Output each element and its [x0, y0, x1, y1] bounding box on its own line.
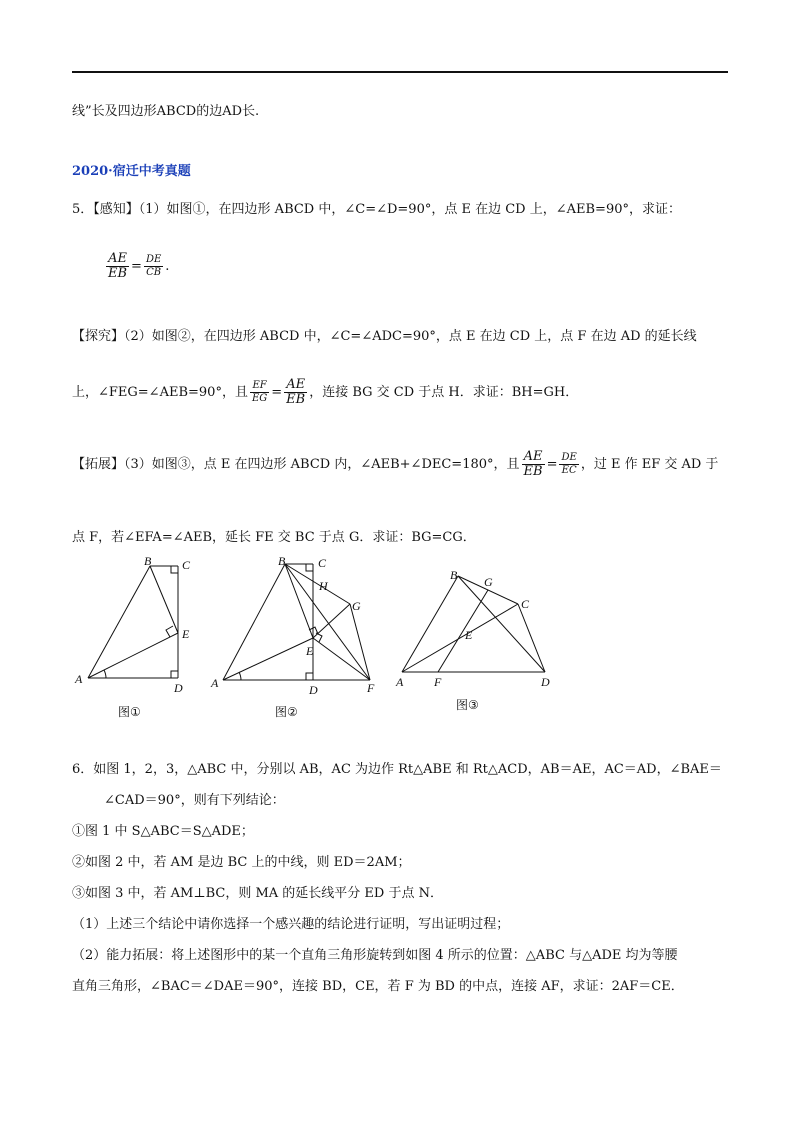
fig1-label-d: D — [174, 681, 183, 695]
fraction-ae-eb-3: $\frac{AE}{EB}$ — [523, 449, 543, 479]
fig3-label-f: F — [434, 675, 442, 689]
fig2-label-b: B — [278, 554, 286, 568]
fig2-label-e: E — [306, 644, 314, 658]
fig2-label-f: F — [367, 681, 375, 695]
q5-line-3: 上，∠FEG=∠AEB=90°，且 $\frac{EF}{EG}$ = $\frac{AE}{EB}$ ，连接 BG 交 CD 于点 H．求证：BH=GH． — [72, 377, 579, 407]
fig2-label-d: D — [309, 683, 318, 697]
fig3-label-e: E — [465, 628, 473, 642]
continued-text: 线”长及四边形ABCD的边AD长. — [72, 104, 260, 119]
q5-line-1: 5．【感知】（1）如图①，在四边形 ABCD 中，∠C=∠D=90°，点 E 在边 CD 上，∠AEB=90°，求证： — [72, 202, 681, 217]
fraction-de-ec: $\frac{DE}{EC}$ — [561, 452, 577, 476]
fig1-label-b: B — [144, 554, 152, 568]
q6-line-3: ①图 1 中 S△ABC＝S△ADE； — [72, 824, 254, 839]
q6-line-1: 6．如图 1，2，3，△ABC 中，分别以 AB，AC 为边作 Rt△ABE 和 Rt△ACD，AB＝AE，AC＝AD，∠BAE＝ — [72, 762, 722, 777]
figure-1 — [70, 552, 210, 724]
header-rule — [72, 71, 728, 73]
fraction-de-cb: $\frac{DE}{CB}$ — [145, 254, 162, 278]
fig1-label-e: E — [182, 627, 190, 641]
q6-line-6: （1）上述三个结论中请你选择一个感兴趣的结论进行证明，写出证明过程； — [72, 917, 510, 932]
fig3-label-a: A — [396, 675, 404, 689]
q6-line-7: （2）能力拓展：将上述图形中的某一个直角三角形旋转到如图 4 所示的位置：△ABC 与△ADE 均为等腰 — [72, 948, 678, 963]
fig3-label-d: D — [541, 675, 550, 689]
figure-3 — [390, 562, 570, 724]
fig3-caption: 图③ — [456, 698, 479, 712]
fig2-label-g: G — [352, 599, 361, 613]
q6-line-8: 直角三角形，∠BAC＝∠DAE＝90°，连接 BD，CE，若 F 为 BD 的中点，连接 AF，求证：2AF＝CE． — [72, 979, 684, 994]
fig3-label-c: C — [521, 597, 530, 611]
fraction-ae-eb: $\frac{AE}{EB}$ — [108, 251, 128, 281]
fig2-label-a: A — [211, 676, 219, 690]
fig1-caption: 图① — [118, 705, 141, 719]
fig2-label-h: H — [319, 579, 328, 593]
q5-fraction-line: $\frac{AE}{EB}$ = $\frac{DE}{CB}$ . — [108, 251, 170, 281]
fig1-label-a: A — [75, 672, 83, 686]
q5-line-4: 【拓展】（3）如图③，点 E 在四边形 ABCD 内，∠AEB+∠DEC=180°，且 $\frac{AE}{EB}$ = $\frac{DE}{EC}$ ，过 E 作 EF 交 AD 于 — [72, 449, 719, 479]
fraction-ae-eb-2: $\frac{AE}{EB}$ — [286, 377, 306, 407]
fig3-label-g: G — [484, 575, 493, 589]
q5-line-5: 点 F，若∠EFA=∠AEB，延长 FE 交 BC 于点 G．求证：BG=CG． — [72, 530, 476, 545]
fig2-label-c: C — [318, 556, 327, 570]
q6-line-2: ∠CAD＝90°，则有下列结论： — [104, 793, 285, 808]
fig2-caption: 图② — [275, 705, 298, 719]
fraction-ef-eg: $\frac{EF}{EG}$ — [251, 380, 268, 404]
q5-line-2: 【探究】（2）如图②，在四边形 ABCD 中，∠C=∠ADC=90°，点 E 在边 CD 上，点 F 在边 AD 的延长线 — [72, 329, 697, 344]
q6-line-5: ③如图 3 中，若 AM⊥BC，则 MA 的延长线平分 ED 于点 N． — [72, 886, 443, 901]
figure-2 — [205, 552, 385, 724]
fig1-label-c: C — [182, 558, 191, 572]
q6-line-4: ②如图 2 中，若 AM 是边 BC 上的中线，则 ED＝2AM； — [72, 855, 411, 870]
fig3-label-b: B — [450, 568, 458, 582]
section-heading: 2020·宿迁中考真题 — [72, 164, 191, 179]
